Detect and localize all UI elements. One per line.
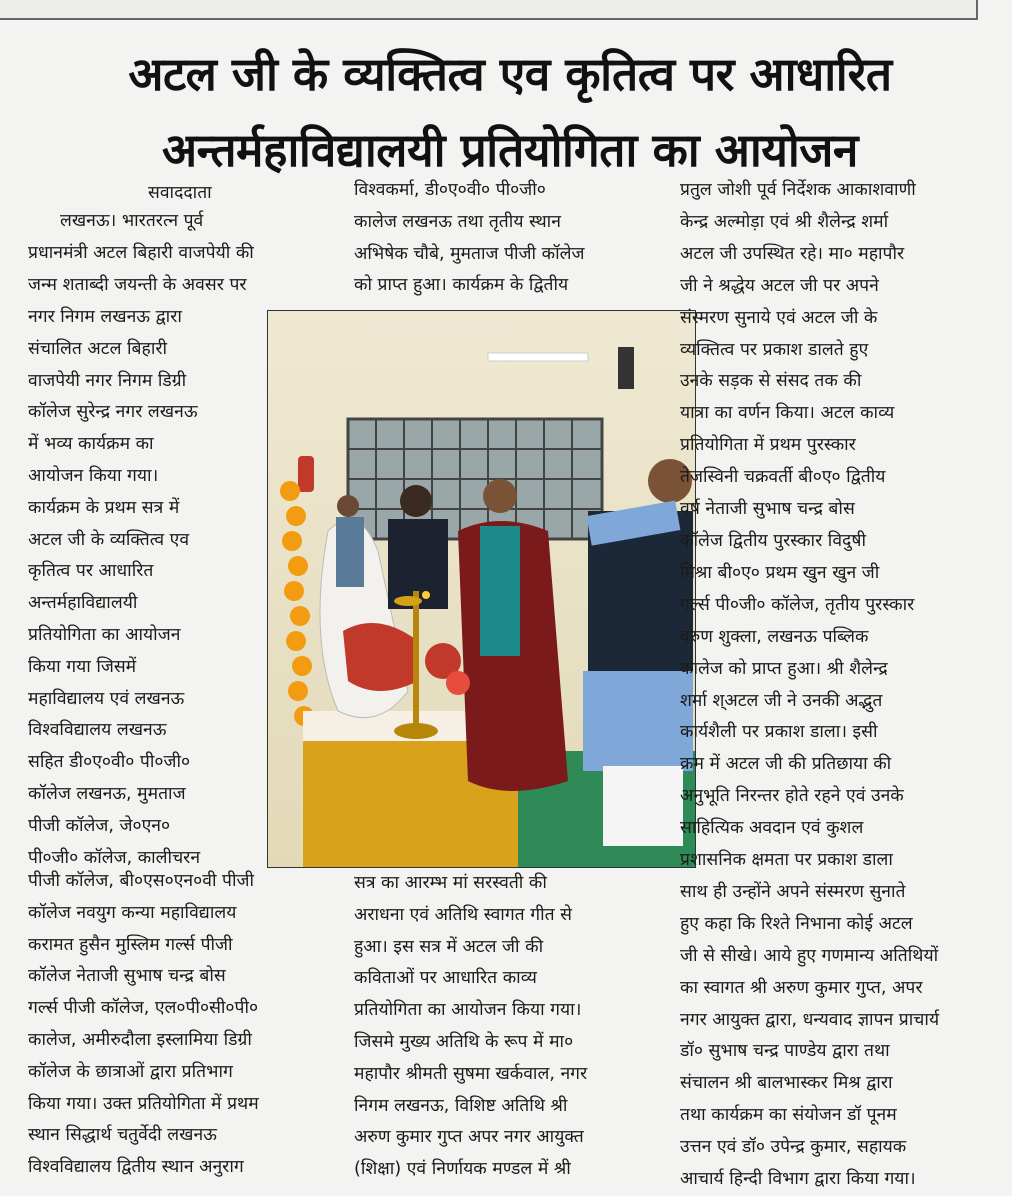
text-line: पीजी कॉलेज, बी०एस०एन०वी पीजी (28, 871, 255, 891)
headline-line-1: अटल जी के व्यक्तित्व एव कृतित्व पर आधारित (128, 47, 892, 101)
text-line: अटल जी के व्यक्तित्व एव (28, 529, 190, 550)
text-line: उनके सड़क से संसद तक की (680, 371, 862, 392)
column-1-top (28, 206, 328, 301)
text-line: अभिषेक चौबे, मुमताज पीजी कॉलेज (354, 243, 585, 264)
lamp-lighting-photo-icon (268, 311, 695, 867)
text-line: किया गया जिसमें (28, 656, 137, 677)
byline: सवाददाता (148, 183, 212, 203)
text-line: विश्वविद्यालय द्वितीय स्थान अनुराग (28, 1157, 244, 1178)
text-line: तथा कार्यक्रम का संयोजन डॉ पूनम (680, 1105, 897, 1126)
text-line: सहित डी०ए०वी० पी०जी० (28, 752, 191, 773)
text-line: में भव्य कार्यक्रम का (28, 434, 154, 455)
text-line: प्रशासनिक क्षमता पर प्रकाश डाला (680, 850, 893, 871)
text-line: कॉलेज द्वितीय पुरस्कार विदुषी (680, 530, 867, 551)
text-line: साहित्यिक अवदान एवं कुशल (680, 818, 864, 839)
text-line: प्रतियोगिता का आयोजन किया गया। (354, 1000, 582, 1021)
text-line: कॉलेज लखनऊ, मुमताज (28, 783, 186, 804)
text-line: निगम लखनऊ, विशिष्ट अतिथि श्री (354, 1095, 568, 1116)
text-line: क्रम में अटल जी की प्रतिछाया की (680, 754, 892, 775)
column-1-narrow (28, 302, 260, 874)
text-line: गर्ल्स पीजी कॉलेज, एल०पी०सी०पी० (28, 998, 259, 1019)
text-line: कॉलेज सुरेन्द्र नगर लखनऊ (28, 402, 198, 423)
text-line: गर्ल्स पी०जी० कॉलेज, तृतीय पुरस्कार (680, 594, 915, 615)
text-line: जी से सीखे। आये हुए गणमान्य अतिथियों (680, 945, 939, 966)
text-line: महापौर श्रीमती सुषमा खर्कवाल, नगर (354, 1063, 588, 1084)
text-line: संचालन श्री बालभास्कर मिश्र द्वारा (680, 1073, 893, 1094)
text-line: सत्र का आरम्भ मां सरस्वती की (354, 873, 547, 893)
text-line: संस्मरण सुनाये एवं अटल जी के (680, 307, 878, 328)
text-line: केन्द्र अल्मोड़ा एवं श्री शैलेन्द्र शर्मा (680, 211, 889, 232)
text-line: नगर आयुक्त द्वारा, धन्यवाद ज्ञापन प्राचार्य (680, 1009, 940, 1030)
text-line: विश्वविद्यालय लखनऊ (28, 720, 167, 741)
text-line: अन्तर्महाविद्यालयी (28, 593, 138, 614)
text-line: जिसमे मुख्य अतिथि के रूप में मा० (354, 1031, 574, 1052)
text-line: नगर निगम लखनऊ द्वारा (28, 307, 182, 327)
text-line: वर्ष नेताजी सुभाष चन्द्र बोस (680, 499, 855, 520)
text-line: आचार्य हिन्दी विभाग द्वारा किया गया। (680, 1169, 916, 1190)
text-line: अराधना एवं अतिथि स्वागत गीत से (354, 904, 572, 925)
column-2-bottom (354, 868, 654, 1186)
text-line: शर्मा श्अटल जी ने उनकी अद्भुत (680, 690, 883, 711)
text-line: पीजी कॉलेज, जे०एन० (28, 815, 171, 836)
text-line: कॉलेज नवयुग कन्या महाविद्यालय (28, 902, 237, 923)
text-line: स्थान सिद्धार्थ चतुर्वेदी लखनऊ (28, 1125, 217, 1146)
headline-line-2: अन्तर्महाविद्यालयी प्रतियोगिता का आयोजन (162, 123, 858, 177)
text-line: जन्म शताब्दी जयन्ती के अवसर पर (28, 274, 247, 295)
page-top-rule (0, 0, 978, 20)
text-line: करामत हुसैन मुस्लिम गर्ल्स पीजी (28, 934, 233, 955)
text-line: पी०जी० कॉलेज, कालीचरन (28, 847, 201, 868)
text-line: कालेज को प्राप्त हुआ। श्री शैलेन्द्र (680, 658, 888, 679)
text-line: अटल जी उपस्थित रहे। मा० महापौर (680, 243, 905, 264)
text-line: कार्यक्रम के प्रथम सत्र में (28, 497, 180, 518)
text-line: मिश्रा बी०ए० प्रथम खुन खुन जी (680, 562, 880, 583)
text-line: प्रतियोगिता में प्रथम पुरस्कार (680, 435, 856, 456)
text-line: किया गया। उक्त प्रतियोगिता में प्रथम (28, 1093, 259, 1114)
text-line: तेजस्विनी चक्रवर्ती बी०ए० द्वितीय (680, 467, 886, 488)
text-line: संचालित अटल बिहारी (28, 338, 168, 359)
text-line: वाजपेयी नगर निगम डिग्री (28, 370, 187, 391)
text-line: लखनऊ। भारतरत्न पूर्व (60, 211, 204, 231)
text-line: कालेज लखनऊ तथा तृतीय स्थान (354, 211, 561, 232)
text-line: कॉलेज नेताजी सुभाष चन्द्र बोस (28, 966, 226, 987)
news-photo (267, 310, 696, 868)
text-line: प्रधानमंत्री अटल बिहारी वाजपेयी की (28, 242, 254, 263)
text-line: डॉ० सुभाष चन्द्र पाण्डेय द्वारा तथा (680, 1041, 890, 1062)
text-line: कविताओं पर आधारित काव्य (354, 968, 537, 989)
text-line: महाविद्यालय एवं लखनऊ (28, 688, 185, 709)
column-3 (680, 175, 982, 1196)
text-line: व्यक्तित्व पर प्रकाश डालते हुए (680, 339, 869, 360)
text-line: कृतित्व पर आधारित (28, 561, 154, 582)
text-line: अरुण कुमार गुप्त अपर नगर आयुक्त (354, 1127, 584, 1148)
text-line: हुए कहा कि रिश्ते निभाना कोई अटल (680, 913, 913, 934)
text-line: प्रतुल जोशी पूर्व निर्देशक आकाशवाणी (680, 180, 916, 200)
text-line: वरुण शुक्ला, लखनऊ पब्लिक (680, 626, 869, 647)
text-line: विश्वकर्मा, डी०ए०वी० पी०जी० (354, 180, 546, 200)
text-line: कॉलेज के छात्राओं द्वारा प्रतिभाग (28, 1061, 233, 1082)
column-2-top (354, 175, 654, 302)
text-line: का स्वागत श्री अरुण कुमार गुप्त, अपर (680, 977, 923, 998)
text-line: आयोजन किया गया। (28, 465, 159, 486)
text-line: (शिक्षा) एवं निर्णायक मण्डल में श्री (354, 1159, 571, 1180)
text-line: प्रतियोगिता का आयोजन (28, 624, 181, 645)
column-1-bottom (28, 866, 328, 1184)
text-line: कालेज, अमीरुदौला इस्लामिया डिग्री (28, 1029, 252, 1050)
text-line: अनुभूति निरन्तर होते रहने एवं उनके (680, 786, 904, 807)
text-line: हुआ। इस सत्र में अटल जी की (354, 936, 544, 957)
text-line: उत्तन एवं डॉ० उपेन्द्र कुमार, सहायक (680, 1137, 907, 1158)
text-line: को प्राप्त हुआ। कार्यक्रम के द्वितीय (354, 275, 569, 296)
text-line: कार्यशैली पर प्रकाश डाला। इसी (680, 722, 878, 743)
text-line: यात्रा का वर्णन किया। अटल काव्य (680, 403, 895, 424)
text-line: जी ने श्रद्धेय अटल जी पर अपने (680, 275, 879, 296)
text-line: साथ ही उन्होंने अपने संस्मरण सुनाते (680, 881, 906, 902)
